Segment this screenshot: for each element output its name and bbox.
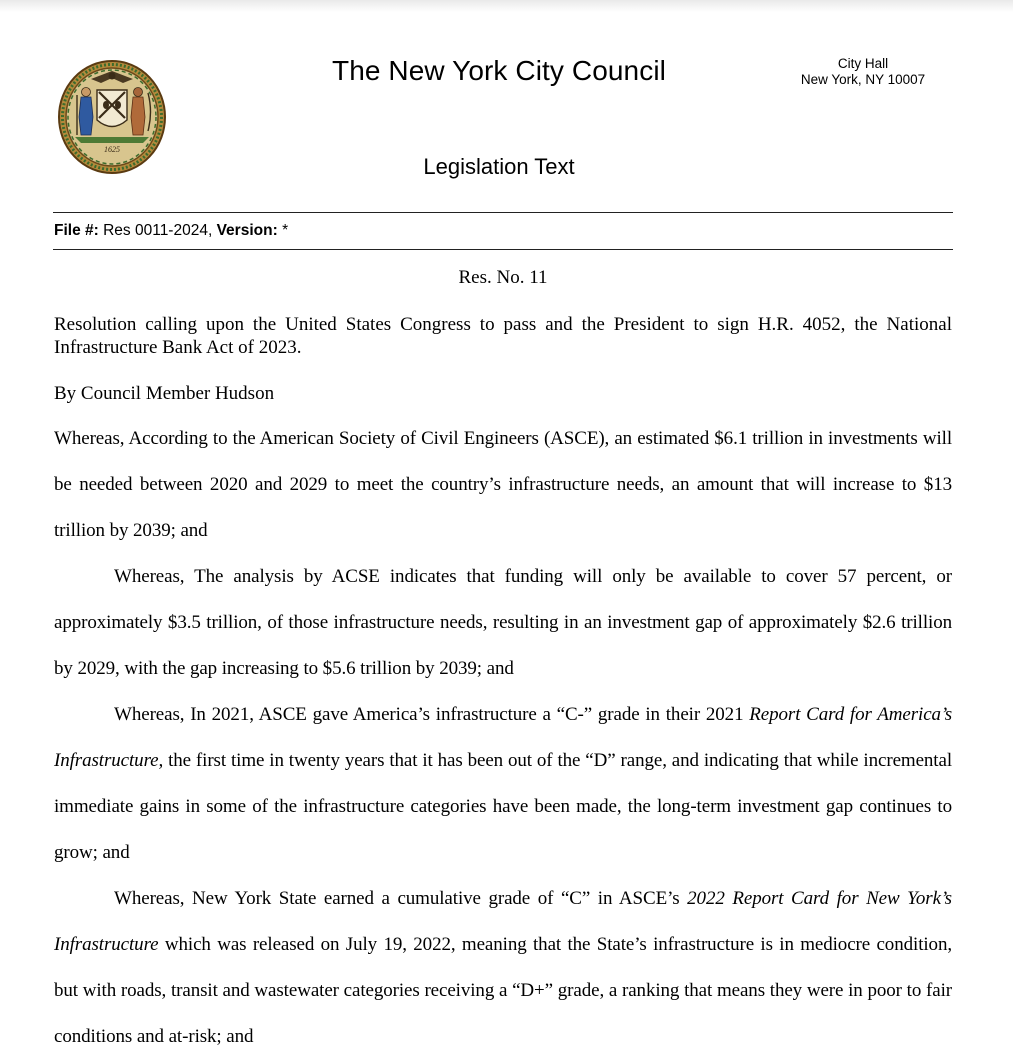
whereas-clause-2: Whereas, The analysis by ACSE indicates that funding will only be available to cover 57 percent, or approximately $3.5 trillion, of those infrastructure needs, resulting in an investment gap of approximately $2.6 trillion by 2029, with the gap increasing to $5.6 trillion by 2039; and bbox=[54, 566, 952, 679]
version-label: Version: bbox=[216, 222, 278, 239]
seal-year: 1625 bbox=[104, 145, 120, 154]
whereas-clauses bbox=[54, 416, 952, 1060]
file-info-line bbox=[54, 222, 288, 240]
file-label: File #: bbox=[54, 222, 99, 239]
clause-3-text-start: Whereas, In 2021, ASCE gave America’s infrastructure a “C-” grade in their 2021 bbox=[114, 704, 750, 725]
address-line-1: City Hall bbox=[837, 56, 889, 71]
clause-3-text-end: the first time in twenty years that it has been out of the “D” range, and indicating that while incremental immediate gains in some of the infrastructure categories have been made, the long-term investment gap continues to grow; and bbox=[54, 750, 952, 863]
bottom-divider bbox=[53, 249, 953, 250]
whereas-clause-1: Whereas, According to the American Society of Civil Engineers (ASCE), an estimated $6.1 trillion in investments will be needed between 2020 and 2029 to meet the country’s infrastructure needs, an amount that will increase to $13 trillion by 2039; and bbox=[54, 428, 952, 541]
clause-4-text-start: Whereas, New York State earned a cumulative grade of “C” in ASCE’s bbox=[114, 888, 688, 909]
page-top-shadow bbox=[0, 0, 1013, 12]
whereas-clause-3 bbox=[54, 692, 952, 876]
clause-4-text-end: which was released on July 19, 2022, meaning that the State’s infrastructure is in mediocre condition, but with roads, transit and wastewater categories receiving a “D+” grade, a ranking that means they were in poor to fair conditions and at-risk; and bbox=[54, 934, 952, 1047]
whereas-clause-4 bbox=[54, 876, 952, 1060]
document-type-title: Legislation Text bbox=[423, 154, 575, 179]
sponsor-line: By Council Member Hudson bbox=[54, 383, 275, 404]
top-divider bbox=[53, 212, 953, 213]
version-value: * bbox=[282, 222, 289, 239]
address-block bbox=[770, 56, 956, 88]
resolution-number: Res. No. 11 bbox=[458, 267, 548, 288]
clause-4-report-title: 2022 Report Card for New York’s Infrastructure bbox=[54, 888, 952, 955]
council-title: The New York City Council bbox=[332, 55, 666, 86]
file-number: Res 0011-2024, bbox=[103, 222, 213, 239]
address-line-2: New York, NY 10007 bbox=[800, 72, 926, 87]
resolution-summary: Resolution calling upon the United States Congress to pass and the President to sign H.R. 4052, the National Infrastructure Bank Act of 2023. bbox=[54, 314, 952, 358]
clause-3-report-title: Report Card for America’s Infrastructure, bbox=[54, 704, 952, 771]
